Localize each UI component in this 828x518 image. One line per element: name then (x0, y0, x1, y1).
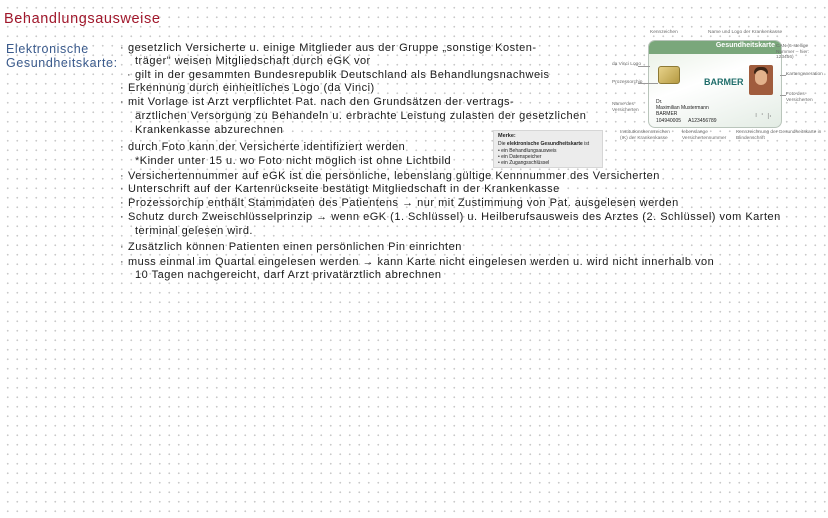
note-line (120, 211, 781, 223)
merke-item-text: ein Zugangsschlüssel (501, 160, 550, 166)
bullet-icon: · (127, 69, 132, 81)
photo-face (755, 70, 767, 85)
note-text: gesetzlich Versicherte u. einige Mitglieder aus der Gruppe „sonstige Kosten- (128, 42, 537, 54)
note-line (120, 82, 375, 94)
bullet-icon: · (120, 82, 125, 94)
bullet-icon: · (120, 170, 125, 182)
merke-title: Merke: (498, 133, 516, 139)
callout-kartengeneration: Kartengeneration (786, 72, 823, 77)
merke-intro (498, 141, 589, 147)
callout-kennzeichnung: Kennzeichnung der Gesundheitskarte in Blindenschrift (736, 130, 822, 141)
callout-institution: Institutionskennzeichen (IK) der Krankenkasse (620, 130, 670, 141)
note-line (127, 69, 550, 81)
note-text: träger" weisen Mitgliedschaft durch eGK vor (135, 55, 371, 67)
note-text: durch Foto kann der Versicherte identifiziert werden (128, 141, 406, 153)
page-title: Behandlungsausweise (4, 11, 161, 27)
merke-item-text: ein Behandlungsausweis (501, 148, 557, 154)
card-number-left: 104940005 (656, 118, 682, 124)
merke-item: • ein Behandlungsausweis (498, 148, 557, 154)
card-title: Gesundheitskarte (715, 42, 775, 49)
note-line (135, 269, 442, 281)
callout-line (780, 95, 786, 96)
photo-icon (749, 65, 773, 95)
callout-versnummer: lebenslange Versichertennummer (682, 130, 727, 141)
section-label-line1: Elektronische (6, 42, 89, 56)
note-line (135, 110, 586, 122)
note-text: Zusätzlich können Patienten einen persönlichen Pin einrichten (128, 241, 462, 253)
note-text: Unterschrift auf der Kartenrückseite bestätigt Mitgliedschaft in der Krankenkasse (128, 183, 560, 195)
bullet-icon: · (120, 211, 125, 223)
section-label-line2: Gesundheitskarte: (6, 56, 118, 70)
note-text: terminal gelesen wird. (135, 225, 253, 237)
callout-can: CAN (6-stellige Nummer – hier: 123456) (776, 44, 810, 60)
card-numbers (656, 118, 717, 124)
note-text: Erkennung durch einheitliches Logo (da Vinci) (128, 82, 375, 94)
note-line (120, 96, 514, 108)
health-card-figure (612, 30, 826, 152)
bullet-icon: · (120, 256, 125, 268)
callout-name-vers: Name des Versicherten (612, 102, 639, 113)
note-text: Krankenkasse abzurechnen (135, 124, 284, 136)
merke-box (493, 130, 603, 168)
callout-line (638, 83, 658, 84)
bullet-icon: · (120, 183, 125, 195)
card-holder-name: Maximilian Mustermann (656, 105, 709, 111)
callout-davinci: da Vinci Logo (612, 62, 641, 67)
note-text: Prozessorchip enthält Stammdaten des Patientens → nur mit Zustimmung von Pat. ausgelesen werden (128, 197, 679, 209)
bullet-icon: · (120, 141, 125, 153)
merke-intro-pre: Die (498, 141, 506, 147)
chip-icon (658, 66, 680, 84)
note-line (120, 197, 679, 209)
note-text: Schutz durch Zweischlüsselprinzip → wenn eGK (1. Schlüssel) u. Heilberufsausweis des Arztes (2. Schlüssel) vom Karten (128, 211, 781, 223)
note-line (120, 170, 660, 182)
merke-item: • ein Datenspeicher (498, 154, 542, 160)
note-line (135, 155, 451, 167)
callout-kennzeichen: Kennzeichen (650, 30, 678, 35)
note-text: 10 Tagen nachgereicht, darf Arzt privatärztlich abrechnen (135, 269, 442, 281)
card-holder (656, 99, 709, 111)
note-text: ärztlichen Versorgung zu Behandeln u. erbrachte Leistung zulasten der gesetzlichen (135, 110, 587, 122)
bullet-icon: · (120, 96, 125, 108)
merke-item: • ein Zugangsschlüssel (498, 160, 550, 166)
merke-intro-bold: elektronische Gesundheitskarte (506, 141, 583, 147)
note-text: gilt in der gesammten Bundesrepublik Deutschland als Behandlungsnachweis (135, 69, 550, 81)
bullet-icon: · (120, 241, 125, 253)
merke-item-text: ein Datenspeicher (501, 154, 542, 160)
note-line (120, 42, 537, 54)
note-line (135, 225, 253, 237)
bullet-icon: · (120, 197, 125, 209)
card-number-right: A123456789 (688, 118, 717, 124)
merke-intro-post: ist (584, 141, 590, 147)
note-line (120, 241, 462, 253)
note-text: muss einmal im Quartal eingelesen werden → kann Karte nicht eingelesen werden u. wird nicht innerhalb von (128, 256, 715, 268)
callout-line (780, 75, 786, 76)
note-line (135, 124, 283, 136)
health-card (648, 40, 782, 128)
card-holder-kasse: BARMER (656, 111, 678, 117)
callout-prozessorchip: Prozessorchip (612, 80, 643, 85)
card-brand: BARMER (704, 77, 744, 87)
note-line (120, 141, 405, 153)
callout-foto: Foto des Versicherten (786, 92, 813, 103)
note-line (120, 183, 560, 195)
card-holder-title: Dr. (656, 99, 663, 105)
note-line (135, 55, 371, 67)
note-text: mit Vorlage ist Arzt verpflichtet Pat. nach den Grundsätzen der vertrags- (128, 96, 515, 108)
note-text: Versichertennummer auf eGK ist die persönliche, lebenslang gültige Kennnummer des Versicherten (128, 170, 660, 182)
note-text: *Kinder unter 15 u. wo Foto nicht möglich ist ohne Lichtbild (135, 155, 452, 167)
callout-line (638, 66, 650, 67)
note-line (120, 256, 714, 268)
callout-name-logo: Name und Logo der Krankenkasse (708, 30, 783, 35)
bullet-icon: · (120, 42, 125, 54)
braille-icon: ⠃⠁⠗ (754, 113, 773, 121)
